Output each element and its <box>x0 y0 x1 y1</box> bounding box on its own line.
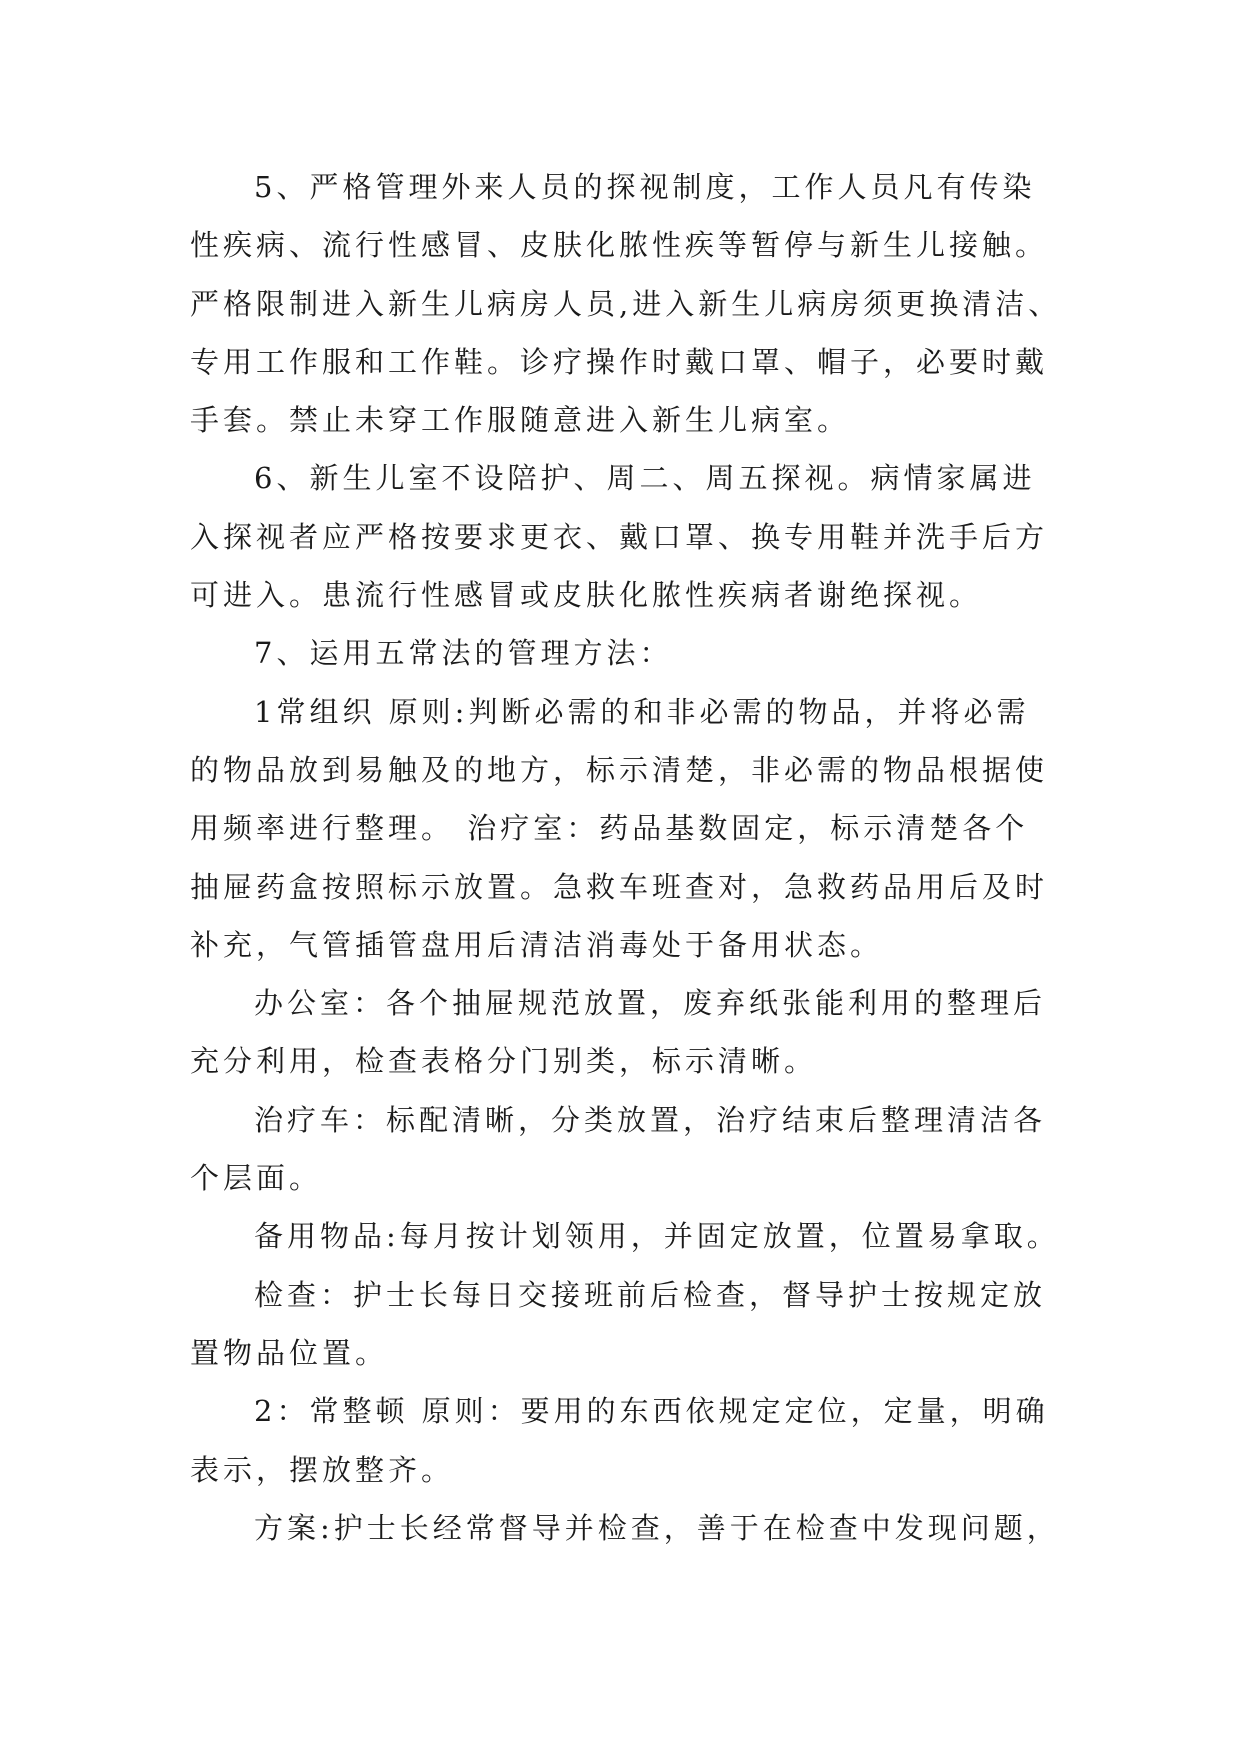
text-line: 严格限制进入新生儿病房人员,进入新生儿病房须更换清洁、 <box>190 286 1062 321</box>
text-line: 检查：护士长每日交接班前后检查，督导护士按规定放 <box>254 1277 1047 1312</box>
text-line: 表示，摆放整齐。 <box>190 1452 455 1487</box>
text-line: 方案:护士长经常督导并检查，善于在检查中发现问题， <box>254 1510 1060 1545</box>
text-line: 充分利用，检查表格分门别类，标示清晰。 <box>190 1044 818 1079</box>
text-line: 6、新生儿室不设陪护、周二、周五探视。病情家属进 <box>254 461 1036 496</box>
text-line: 5、严格管理外来人员的探视制度，工作人员凡有传染 <box>254 170 1036 204</box>
text-line: 2：常整顿 原则：要用的东西依规定定位，定量，明确 <box>254 1394 1049 1429</box>
text-line: 个层面。 <box>190 1161 323 1196</box>
text-line: 办公室：各个抽屉规范放置，废弃纸张能利用的整理后 <box>254 986 1047 1021</box>
text-line: 专用工作服和工作鞋。诊疗操作时戴口罩、帽子，必要时戴 <box>190 344 1049 379</box>
text-line: 可进入。患流行性感冒或皮肤化脓性疾病者谢绝探视。 <box>190 578 983 613</box>
text-line: 置物品位置。 <box>190 1335 389 1370</box>
text-line: 备用物品:每月按计划领用，并固定放置，位置易拿取。 <box>254 1219 1060 1254</box>
text-line: 抽屉药盒按照标示放置。急救车班查对，急救药品用后及时 <box>190 869 1049 904</box>
text-line: 的物品放到易触及的地方，标示清楚，非必需的物品根据使 <box>190 752 1049 787</box>
text-line: 补充，气管插管盘用后清洁消毒处于备用状态。 <box>190 927 884 962</box>
body-text <box>190 158 1090 1557</box>
text-line: 1常组织 原则:判断必需的和非必需的物品，并将必需 <box>254 694 1030 729</box>
text-line: 入探视者应严格按要求更衣、戴口罩、换专用鞋并洗手后方 <box>190 519 1049 554</box>
text-line: 性疾病、流行性感冒、皮肤化脓性疾等暂停与新生儿接触。 <box>190 228 1049 263</box>
text-line: 手套。禁止未穿工作服随意进入新生儿病室。 <box>190 403 851 438</box>
text-line: 7、运用五常法的管理方法： <box>254 636 673 671</box>
text-line: 治疗车：标配清晰，分类放置，治疗结束后整理清洁各 <box>254 1102 1047 1137</box>
text-line: 用频率进行整理。 治疗室：药品基数固定，标示清楚各个 <box>190 811 1029 846</box>
